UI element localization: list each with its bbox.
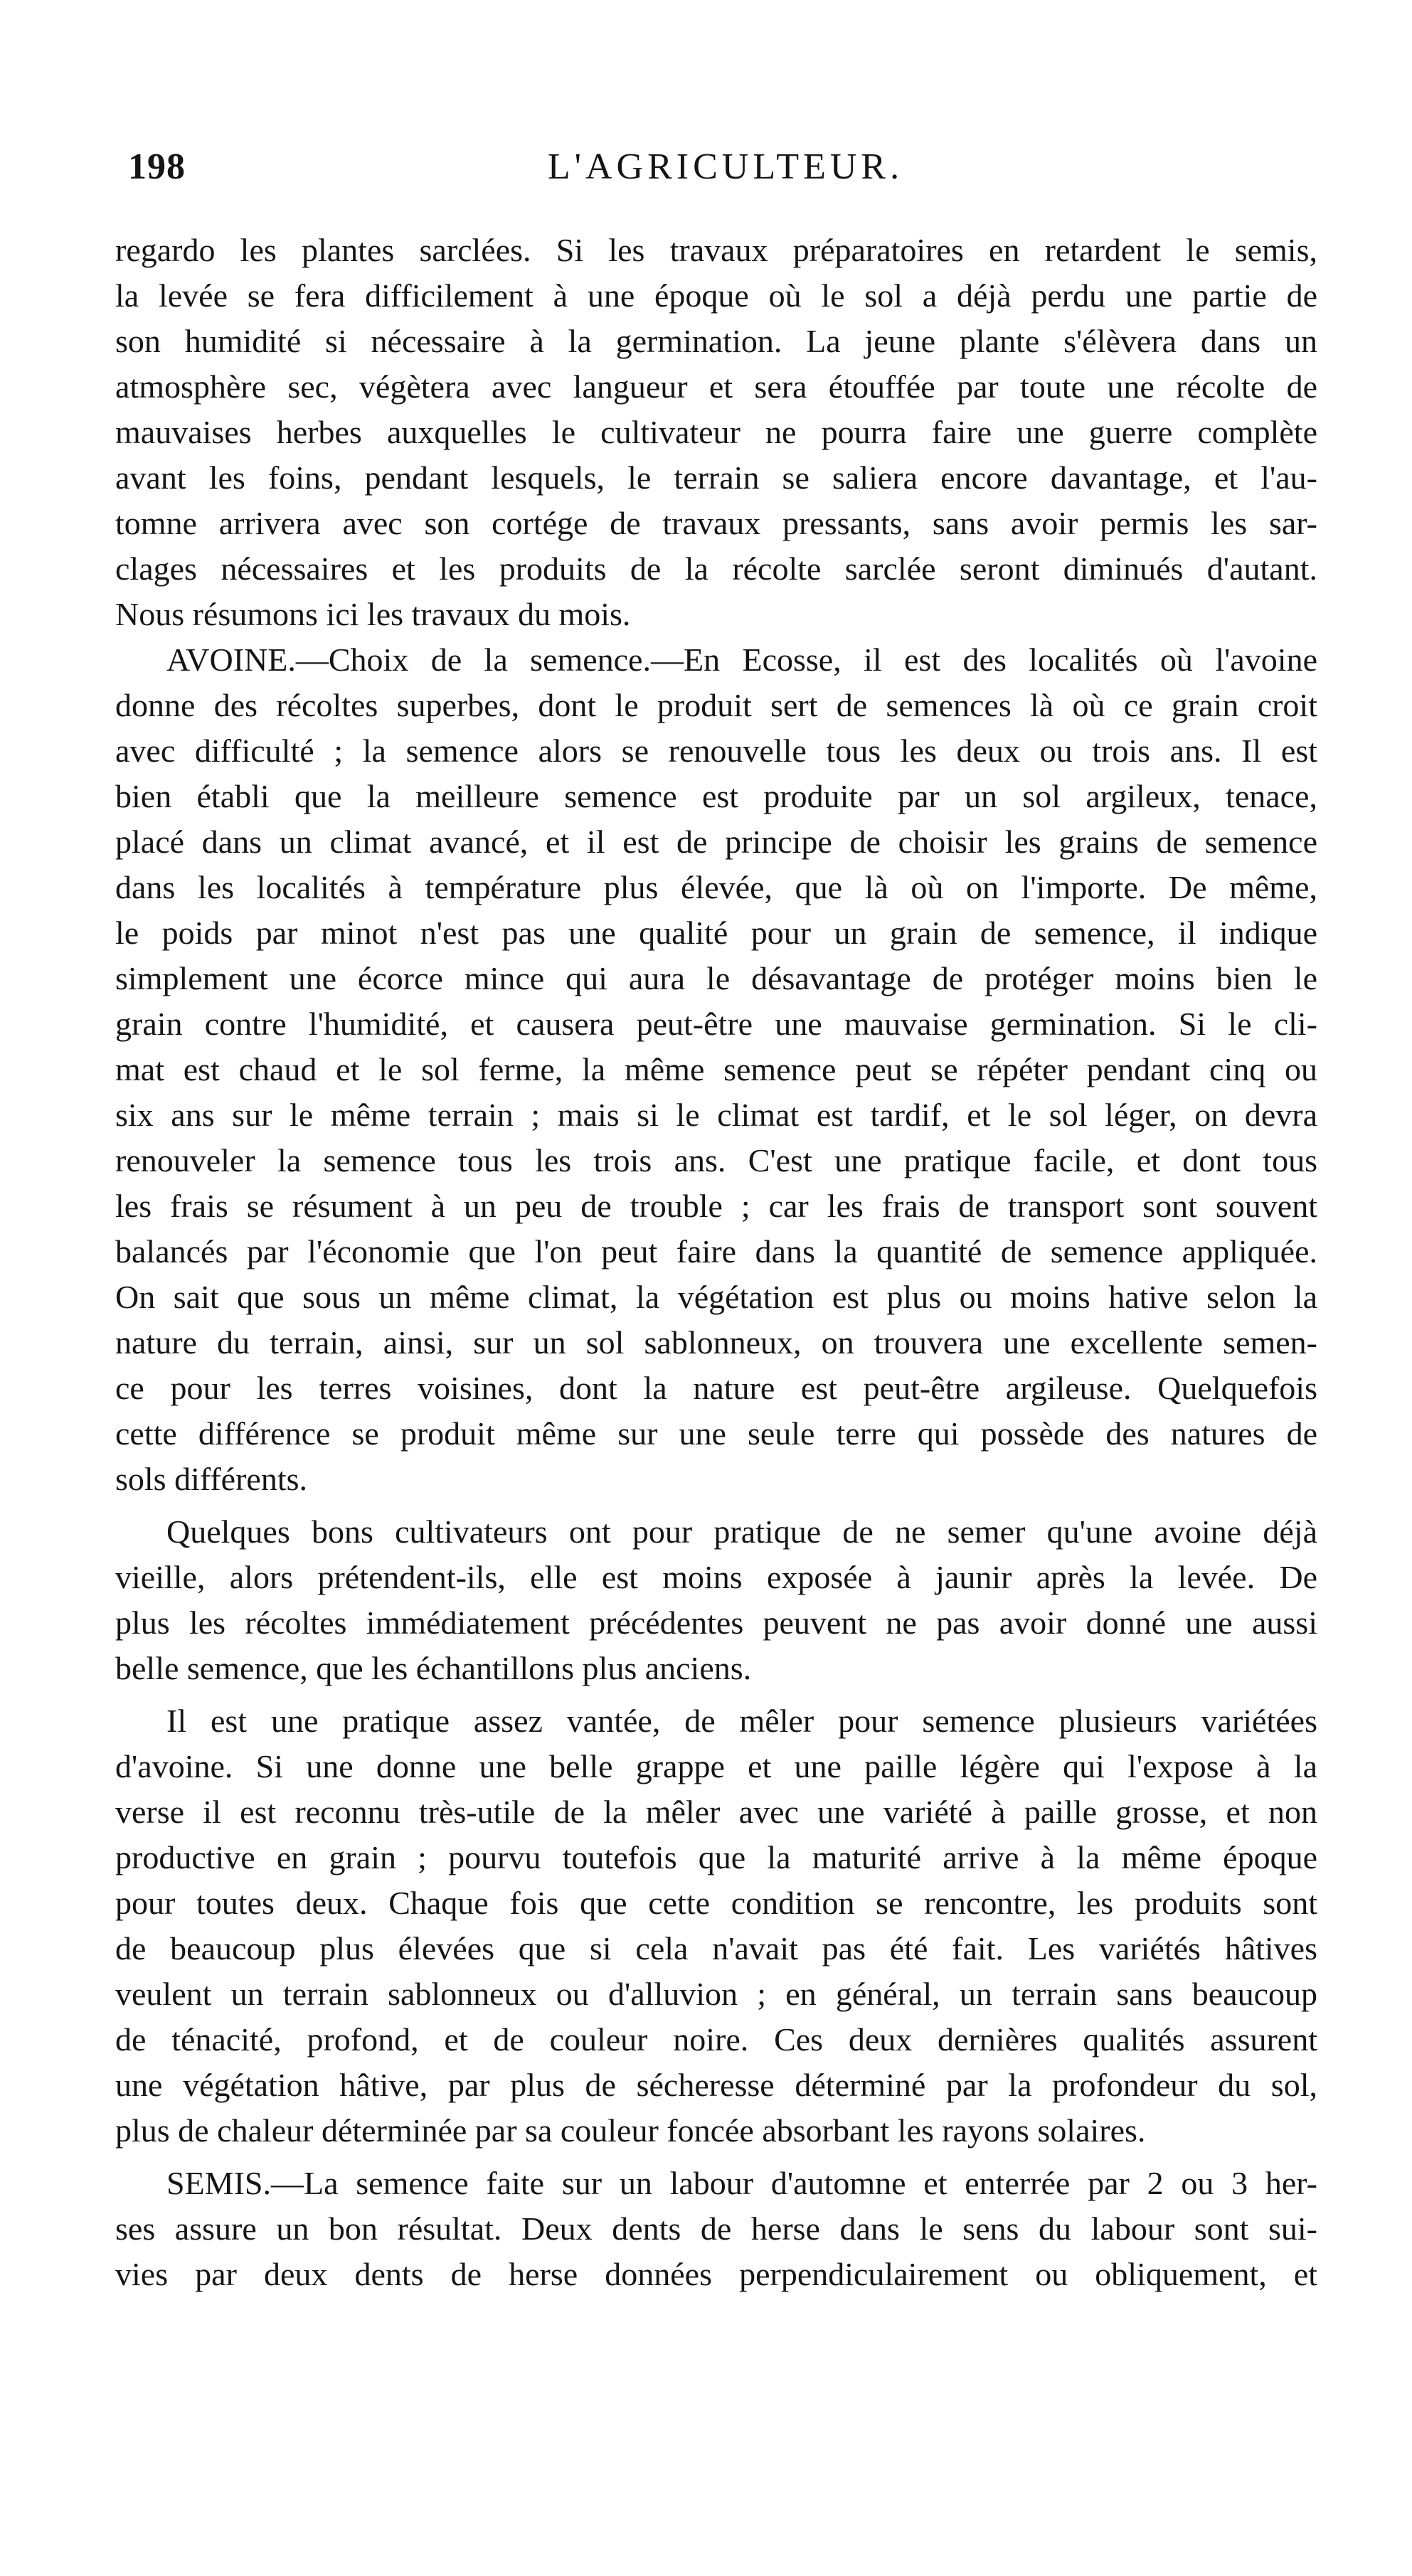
paragraph-gap [115,2154,1317,2161]
text-line: verse il est reconnu très-utile de la mêler avec une variété à paille grosse, et non [115,1794,1317,1830]
text-line: simplement une écorce mince qui aura le désavantage de protéger moins bien le [115,960,1317,996]
text-line: regardo les plantes sarclées. Si les travaux préparatoires en retardent le semis, [115,232,1317,268]
running-title: L'AGRICULTEUR. [547,147,904,187]
text-line: pour toutes deux. Chaque fois que cette condition se rencontre, les produits sont [115,1885,1317,1921]
text-line: son humidité si nécessaire à la germination. La jeune plante s'élèvera dans un [115,323,1317,359]
text-line: avec difficulté ; la semence alors se renouvelle tous les deux ou trois ans. Il est [115,733,1317,769]
text-line: le poids par minot n'est pas une qualité pour un grain de semence, il indique [115,915,1317,951]
text-line: les frais se résument à un peu de trouble ; car les frais de transport sont souvent [115,1188,1317,1224]
paragraph-gap [115,1502,1317,1509]
text-line: une végétation hâtive, par plus de sécheresse déterminé par la profondeur du sol, [115,2067,1317,2103]
text-line: mat est chaud et le sol ferme, la même semence peut se répéter pendant cinq ou [115,1051,1317,1087]
page-number: 198 [128,147,186,187]
text-line: renouveler la semence tous les trois ans. C'est une pratique facile, et dont tous [115,1142,1317,1178]
text-line: nature du terrain, ainsi, sur un sol sablonneux, on trouvera une excellente semen- [115,1324,1317,1361]
text-line: plus les récoltes immédiatement précédentes peuvent ne pas avoir donné une aussi [115,1604,1317,1641]
paragraph-start: Il est une pratique assez vantée, de mêler pour semence plusieurs variétées [166,1703,1317,1739]
text-line: clages nécessaires et les produits de la récolte sarclée seront diminués d'autant. [115,550,1317,587]
text-line: vies par deux dents de herse données perpendiculairement ou obliquement, et [115,2256,1317,2292]
text-line: dans les localités à température plus élevée, que là où on l'importe. De même, [115,869,1317,905]
text-line: placé dans un climat avancé, et il est de principe de choisir les grains de semence [115,824,1317,860]
text-line: bien établi que la meilleure semence est produite par un sol argileux, tenace, [115,778,1317,814]
text-line: belle semence, que les échantillons plus anciens. [115,1650,752,1686]
section-start-avoine: AVOINE.—Choix de la semence.—En Ecosse, il est des localités où l'avoine [166,642,1317,678]
page-header [114,146,1337,196]
text-line: avant les foins, pendant lesquels, le terrain se saliera encore davantage, et l'au- [115,459,1317,496]
text-line: cette différence se produit même sur une seule terre qui possède des natures de [115,1415,1317,1452]
text-line: de ténacité, profond, et de couleur noire. Ces deux dernières qualités assurent [115,2021,1317,2058]
paragraph-gap [115,1691,1317,1698]
text-line: six ans sur le même terrain ; mais si le climat est tardif, et le sol léger, on devra [115,1097,1317,1133]
text-line: mauvaises herbes auxquelles le cultivateur ne pourra faire une guerre complète [115,414,1317,450]
text-line: atmosphère sec, végètera avec langueur et sera étouffée par toute une récolte de [115,368,1317,405]
section-start-semis: SEMIS.—La semence faite sur un labour d'automne et enterrée par 2 ou 3 her- [166,2165,1317,2201]
text-line: balancés par l'économie que l'on peut faire dans la quantité de semence appliquée. [115,1233,1317,1270]
text-line: productive en grain ; pourvu toutefois que la maturité arrive à la même époque [115,1839,1317,1875]
text-line: donne des récoltes superbes, dont le produit sert de semences là où ce grain croit [115,687,1317,723]
text-line: vieille, alors prétendent-ils, elle est moins exposée à jaunir après la levée. De [115,1559,1317,1595]
text-line: la levée se fera difficilement à une époque où le sol a déjà perdu une partie de [115,277,1317,314]
body-text [115,228,1317,2297]
text-line: Nous résumons ici les travaux du mois. [115,596,631,632]
text-line: grain contre l'humidité, et causera peut-être une mauvaise germination. Si le cli- [115,1006,1317,1042]
text-line: sols différents. [115,1461,308,1497]
text-line: tomne arrivera avec son cortége de travaux pressants, sans avoir permis les sar- [115,505,1317,541]
text-line: de beaucoup plus élevées que si cela n'avait pas été fait. Les variétés hâtives [115,1930,1317,1966]
text-line: ses assure un bon résultat. Deux dents de herse dans le sens du labour sont sui- [115,2210,1317,2247]
text-line: On sait que sous un même climat, la végétation est plus ou moins hative selon la [115,1279,1317,1315]
text-line: veulent un terrain sablonneux ou d'alluvion ; en général, un terrain sans beaucoup [115,1976,1317,2012]
text-line: d'avoine. Si une donne une belle grappe et une paille légère qui l'expose à la [115,1748,1317,1784]
paragraph-start: Quelques bons cultivateurs ont pour pratique de ne semer qu'une avoine déjà [166,1513,1317,1550]
text-line: plus de chaleur déterminée par sa couleur foncée absorbant les rayons solaires. [115,2112,1146,2149]
text-line: ce pour les terres voisines, dont la nature est peut-être argileuse. Quelquefois [115,1370,1317,1406]
